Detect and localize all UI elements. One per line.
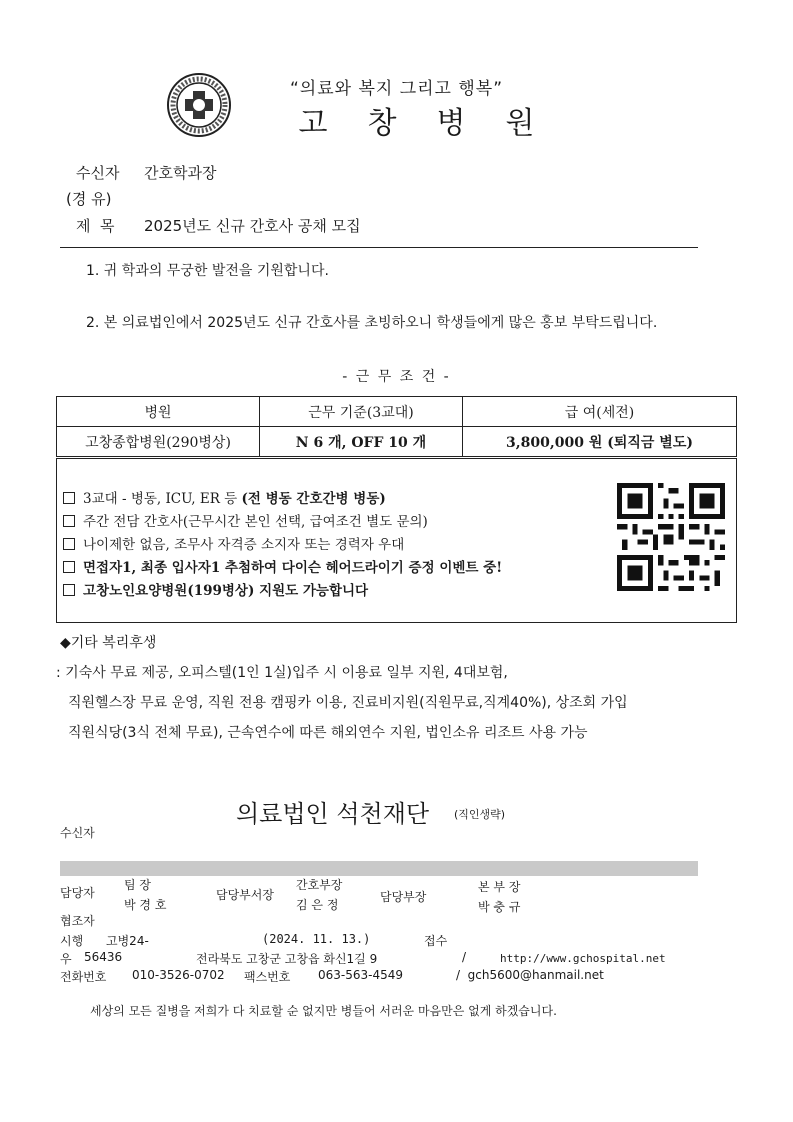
address: 전라북도 고창군 고창읍 화신1길 9	[196, 952, 378, 966]
paragraph-2: 2. 본 의료법인에서 2025년도 신규 간호사를 초빙하오니 학생들에게 많은 홍보 부탁드립니다.	[86, 315, 658, 331]
enforce-label: 시행	[60, 934, 84, 948]
welfare-line: 직원식당(3식 전체 무료), 근속연수에 따른 해외연수 지원, 법인소유 리조트 사용 가능	[68, 725, 588, 741]
cooperator-label: 협조자	[60, 914, 95, 928]
recipient-value: 간호학과장	[144, 164, 217, 182]
slogan: “의료와 복지 그리고 행복”	[289, 79, 504, 99]
table-header: 병원	[57, 397, 260, 427]
qr-code-icon	[617, 483, 725, 591]
note-item: 면접자1, 최종 입사자1 추첨하여 다이슨 헤어드라이기 증정 이벤트 중!	[63, 556, 502, 576]
sender-recipient-label: 수신자	[60, 826, 95, 840]
header-divider	[60, 247, 698, 248]
table-row	[57, 427, 737, 457]
responsible-director-label: 담당부장	[380, 890, 427, 904]
separator: /	[462, 950, 467, 964]
enforce-date: (2024. 11. 13.)	[262, 932, 371, 946]
via-label: (경 유)	[66, 190, 112, 208]
note-item: 3교대 - 병동, ICU, ER 등 (전 병동 간호간병 병동)	[63, 487, 386, 507]
main-director-name: 박 충 규	[478, 900, 521, 914]
nursing-director-label: 간호부장	[296, 878, 343, 892]
subject-value: 2025년도 신규 간호사 공채 모집	[144, 217, 361, 235]
note-item: 고창노인요양병원(199병상) 지원도 가능합니다	[63, 579, 368, 599]
divider-bar	[60, 861, 698, 876]
hospital-motto: 세상의 모든 질병을 저희가 다 치료할 순 없지만 병들어 서러운 마음만은 없게 하겠습니다.	[90, 1004, 557, 1018]
checkbox-icon	[63, 561, 75, 573]
welfare-title: ◆기타 복리후생	[60, 635, 157, 651]
note-item: 나이제한 없음, 조무사 자격증 소지자 또는 경력자 우대	[63, 533, 404, 553]
enforce-number: 고병24-	[106, 934, 149, 948]
seal-note: (직인생략)	[454, 808, 506, 821]
checkbox-icon	[63, 492, 75, 504]
welfare-line: : 기숙사 무료 제공, 오피스텔(1인 1실)입주 시 이용료 일부 지원, 4대보험,	[56, 665, 508, 681]
hospital-name: 고창병원	[298, 106, 575, 141]
postal-label: 우	[60, 952, 72, 966]
table-header-row	[57, 397, 737, 427]
welfare-line: 직원헬스장 무료 운영, 직원 전용 캠핑카 이용, 진료비지원(직원무료,직계40%), 상조회 가입	[68, 695, 628, 711]
table-header: 근무 기준(3교대)	[260, 397, 463, 427]
table-cell: 3,800,000 원 (퇴직금 별도)	[463, 427, 737, 457]
note-item: 주간 전담 간호사(근무시간 본인 선택, 급여조건 별도 문의)	[63, 510, 428, 530]
conditions-table	[56, 396, 737, 457]
table-cell: N 6 개, OFF 10 개	[260, 427, 463, 457]
checkbox-icon	[63, 515, 75, 527]
phone-label: 전화번호	[60, 970, 107, 984]
receipt-label: 접수	[424, 934, 448, 948]
table-header: 급 여(세전)	[463, 397, 737, 427]
nursing-director-name: 김 은 정	[296, 898, 339, 912]
staff-label: 담당자	[60, 886, 95, 900]
section-title: - 근 무 조 건 -	[342, 369, 451, 385]
fax-number: 063-563-4549	[318, 968, 404, 982]
main-director-label: 본 부 장	[478, 880, 521, 894]
email-link[interactable]: / gch5600@hanmail.net	[456, 968, 604, 982]
sender-name: 의료법인 석천재단	[236, 800, 430, 828]
checkbox-icon	[63, 538, 75, 550]
team-leader-label: 팀 장	[124, 878, 151, 892]
subject-label: 제 목	[76, 217, 115, 235]
postal-code: 56436	[84, 950, 123, 964]
dept-head-label: 담당부서장	[216, 888, 274, 902]
recipient-label: 수신자	[76, 164, 120, 182]
table-cell: 고창종합병원(290병상)	[57, 427, 260, 457]
fax-label: 팩스번호	[244, 970, 291, 984]
team-leader-name: 박 경 호	[124, 898, 167, 912]
paragraph-1: 1. 귀 학과의 무궁한 발전을 기원합니다.	[86, 263, 329, 279]
phone-number: 010-3526-0702	[132, 968, 225, 982]
website-link[interactable]: http://www.gchospital.net	[500, 952, 666, 965]
checkbox-icon	[63, 584, 75, 596]
notes-box	[56, 458, 737, 623]
